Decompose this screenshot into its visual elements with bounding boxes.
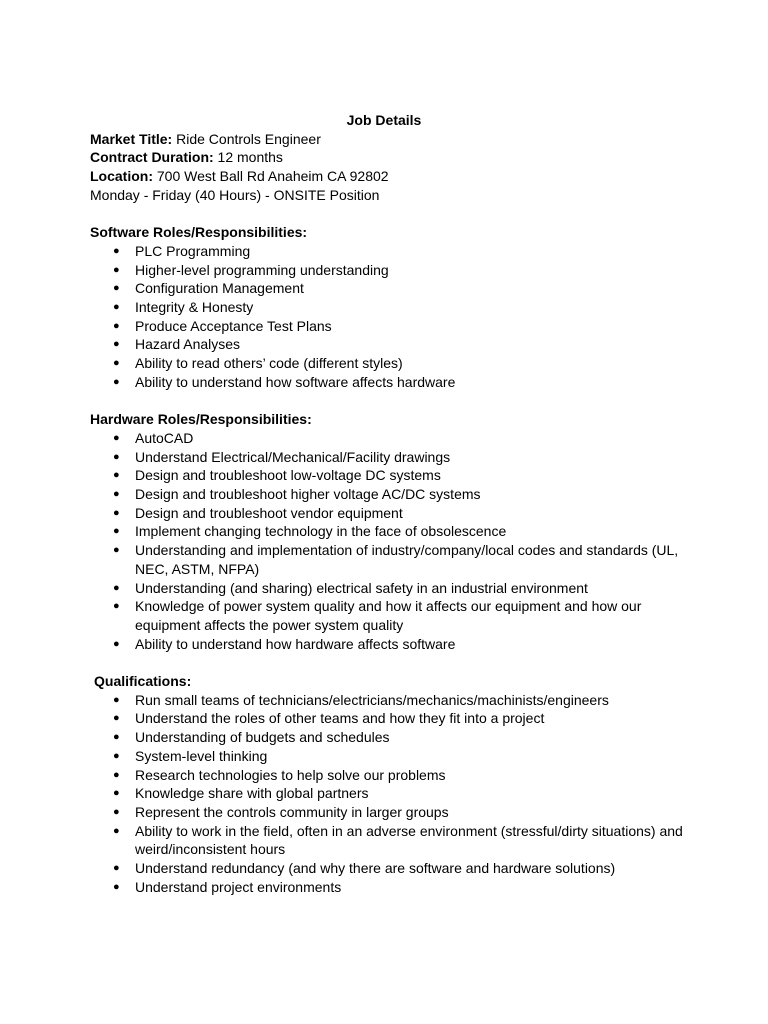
list-item	[90, 691, 690, 710]
list-item-text: Implement changing technology in the face of obsolescence	[135, 523, 507, 540]
list-item	[90, 279, 690, 298]
document-body	[90, 111, 690, 896]
qualifications-heading: Qualifications:	[94, 673, 192, 690]
list-item-text: Higher-level programming understanding	[135, 261, 389, 278]
bullet-icon: ●	[113, 731, 120, 744]
list-item	[90, 635, 690, 654]
bullet-icon: ●	[113, 637, 120, 650]
list-item-text: AutoCAD	[135, 429, 194, 446]
location-line	[90, 167, 690, 186]
list-item	[90, 878, 690, 897]
list-item-text: Knowledge of power system quality and how it affects our equipment and how our equipment affects the power system quality	[135, 598, 642, 633]
list-item-text: Knowledge share with global partners	[135, 785, 369, 802]
list-item	[90, 522, 690, 541]
list-item-text: Configuration Management	[135, 280, 304, 297]
list-item-text: Understand the roles of other teams and how they fit into a project	[135, 710, 545, 727]
bullet-icon: ●	[113, 693, 120, 706]
list-item-text: Design and troubleshoot vendor equipment	[135, 504, 403, 521]
list-item	[90, 579, 690, 598]
list-item	[90, 429, 690, 448]
list-item-text: System-level thinking	[135, 747, 268, 764]
bullet-icon: ●	[113, 787, 120, 800]
list-item	[90, 784, 690, 803]
hardware-list	[90, 429, 690, 653]
page-title: Job Details	[346, 112, 422, 128]
bullet-icon: ●	[113, 506, 120, 519]
list-item	[90, 728, 690, 747]
software-heading: Software Roles/Responsibilities:	[90, 224, 308, 241]
location-label: Location:	[90, 168, 153, 185]
spacer	[90, 205, 690, 224]
list-item-text: Ability to work in the field, often in an adverse environment (stressful/dirty situations) and weird/inconsistent hours	[135, 822, 683, 858]
bullet-icon: ●	[113, 600, 120, 613]
bullet-icon: ●	[113, 488, 120, 501]
bullet-icon: ●	[113, 375, 120, 388]
market-title-line	[90, 130, 690, 149]
bullet-icon: ●	[113, 244, 120, 257]
list-item-text: Run small teams of technicians/electricians/mechanics/machinists/engineers	[135, 691, 609, 708]
list-item-text: PLC Programming	[135, 242, 251, 259]
list-item	[90, 373, 690, 392]
list-item-text: Produce Acceptance Test Plans	[135, 317, 332, 334]
list-item	[90, 298, 690, 317]
bullet-icon: ●	[113, 544, 120, 557]
list-item	[90, 485, 690, 504]
bullet-icon: ●	[113, 525, 120, 538]
spacer	[90, 653, 690, 672]
list-item-text: Understand redundancy (and why there are software and hardware solutions)	[135, 860, 616, 877]
bullet-icon: ●	[113, 301, 120, 314]
list-item-text: Ability to read others’ code (different styles)	[135, 355, 403, 372]
bullet-icon: ●	[113, 319, 120, 332]
list-item-text: Ability to understand how software affects hardware	[135, 373, 456, 390]
market-title-label: Market Title:	[90, 130, 173, 147]
bullet-icon: ●	[113, 450, 120, 463]
hardware-heading: Hardware Roles/Responsibilities:	[90, 411, 312, 428]
list-item	[90, 354, 690, 373]
list-item	[90, 597, 690, 634]
bullet-icon: ●	[113, 357, 120, 370]
list-item-text: Understand Electrical/Mechanical/Facility drawings	[135, 448, 451, 465]
list-item	[90, 466, 690, 485]
bullet-icon: ●	[113, 768, 120, 781]
bullet-icon: ●	[113, 749, 120, 762]
list-item-text: Represent the controls community in larger groups	[135, 803, 449, 820]
location-value: 700 West Ball Rd Anaheim CA 92802	[153, 168, 389, 185]
bullet-icon: ●	[113, 263, 120, 276]
list-item-text: Understanding of budgets and schedules	[135, 729, 390, 746]
list-item-text: Integrity & Honesty	[135, 299, 254, 316]
software-list	[90, 242, 690, 392]
list-item	[90, 448, 690, 467]
list-item	[90, 859, 690, 878]
bullet-icon: ●	[113, 805, 120, 818]
contract-duration-line	[90, 148, 690, 167]
qualifications-list	[90, 691, 690, 897]
list-item-text: Understanding and implementation of industry/company/local codes and standards (UL, NEC, ASTM, NFPA)	[135, 542, 679, 577]
spacer	[90, 392, 690, 411]
contract-duration-value: 12 months	[213, 149, 283, 166]
list-item-text: Hazard Analyses	[135, 336, 241, 353]
bullet-icon: ●	[113, 431, 120, 444]
list-item	[90, 317, 690, 336]
bullet-icon: ●	[113, 581, 120, 594]
list-item-text: Design and troubleshoot higher voltage AC/DC systems	[135, 486, 481, 503]
list-item	[90, 541, 690, 578]
bullet-icon: ●	[113, 338, 120, 351]
list-item-text: Ability to understand how hardware affects software	[135, 635, 456, 652]
market-title-value: Ride Controls Engineer	[172, 130, 321, 147]
list-item	[90, 709, 690, 728]
list-item	[90, 747, 690, 766]
list-item	[90, 504, 690, 523]
bullet-icon: ●	[113, 880, 120, 893]
list-item-text: Understanding (and sharing) electrical safety in an industrial environment	[135, 579, 588, 596]
list-item	[90, 242, 690, 261]
list-item	[90, 766, 690, 785]
bullet-icon: ●	[113, 824, 120, 837]
bullet-icon: ●	[113, 469, 120, 482]
contract-duration-label: Contract Duration:	[90, 149, 214, 166]
list-item-text: Design and troubleshoot low-voltage DC systems	[135, 467, 441, 484]
bullet-icon: ●	[113, 862, 120, 875]
list-item	[90, 335, 690, 354]
list-item-text: Research technologies to help solve our problems	[135, 766, 446, 783]
bullet-icon: ●	[113, 282, 120, 295]
list-item-text: Understand project environments	[135, 878, 342, 895]
bullet-icon: ●	[113, 712, 120, 725]
list-item	[90, 822, 690, 859]
list-item	[90, 261, 690, 280]
schedule-line: Monday - Friday (40 Hours) - ONSITE Position	[90, 186, 380, 203]
list-item	[90, 803, 690, 822]
